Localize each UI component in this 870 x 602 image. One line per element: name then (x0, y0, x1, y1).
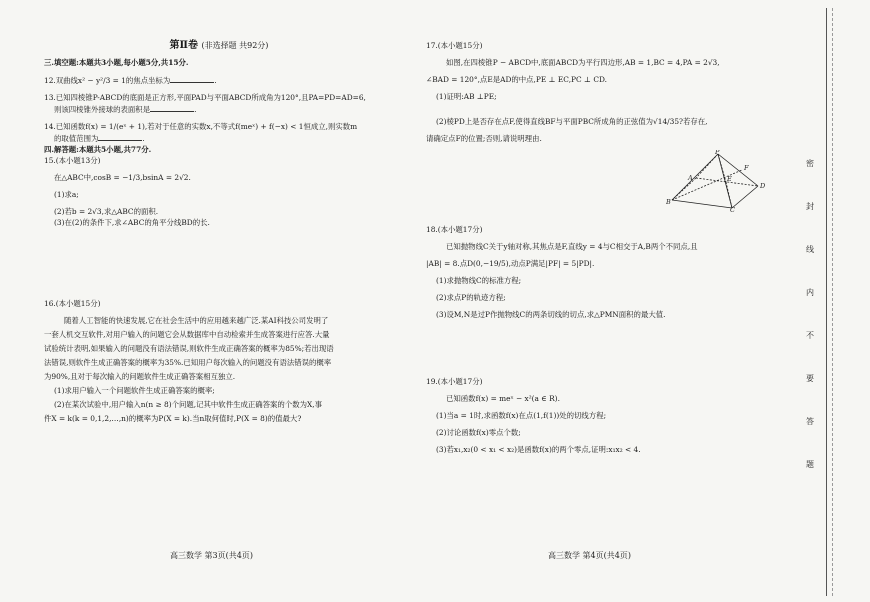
question-13-text: 则该四棱锥外接球的表面积是 (54, 105, 151, 114)
section-title-text: 第Ⅱ卷 (169, 40, 198, 51)
question-15-head: 15.(本小题13分) (44, 156, 101, 165)
answer-blank (170, 74, 214, 83)
question-19-stem: 已知函数f(x) = meˣ − x²(a ∈ R). (446, 394, 560, 403)
binding-notice (798, 158, 822, 502)
question-16-para1: 随着人工智能的快速发展,它在社会生活中的应用越来越广泛.某AI科技公司发明了 (64, 316, 329, 325)
section-fill-blank: 三.填空题:本题共3小题,每小题5分,共15分. (44, 58, 189, 67)
left-column (44, 40, 394, 424)
binding-char: 题 (806, 460, 814, 469)
question-16-para2: 一套人机交互软件,对用户输入的问题它会从数据库中自动检索并生成答案进行应答.大量 (44, 330, 330, 339)
question-15-part2: (2)若b = 2√3,求△ABC的面积. (54, 207, 159, 216)
fig-label-c: C (730, 206, 735, 212)
binding-char: 内 (806, 288, 814, 297)
binding-char: 答 (806, 417, 814, 426)
question-18-para1: 已知抛物线C关于y轴对称,其焦点是F,直线y = 4与C相交于A,B两个不同点,且 (446, 242, 698, 251)
question-18-part2: (2)求点P的轨迹方程; (436, 293, 506, 302)
pyramid-figure (666, 150, 774, 212)
question-16-para4: 法错误,则软件生成正确答案的概率为35%.已知用户每次输入的问题没有语法错误的概率 (44, 358, 332, 367)
fig-label-a: A (688, 174, 693, 182)
question-19-head: 19.(本小题17分) (426, 377, 483, 386)
page-footer-right: 高三数学 第4页(共4页) (548, 551, 631, 560)
question-17-para1: 如图,在四棱锥P − ABCD中,底面ABCD为平行四边形,AB = 1,BC = 4,PA = 2√3, (446, 58, 720, 67)
binding-char: 不 (806, 331, 814, 340)
answer-blank (98, 132, 142, 141)
question-13-line1: 13.已知四棱锥P-ABCD的底面是正方形,平面PAD与平面ABCD所成角为120°,且PA=PD=AD=6, (44, 93, 366, 102)
question-16-part2-line2: 件X = k(k = 0,1,2,…,n)的概率为P(X = k).当n取何值时,P(X = 8)的值最大? (44, 414, 302, 423)
question-13-line2: 则该四棱锥外接球的表面积是 . (54, 105, 197, 114)
section-answer: 四.解答题:本题共5小题,共77分. (44, 145, 152, 154)
section-title-note: (非选择题 共92分) (201, 41, 269, 50)
binding-char: 封 (806, 202, 814, 211)
question-18-part1: (1)求抛物线C的标准方程; (436, 276, 522, 285)
binding-char: 要 (806, 374, 814, 383)
question-19-part3: (3)若x₁,x₂(0 < x₁ < x₂)是函数f(x)的两个零点,证明:x₁x₂ < 4. (436, 445, 641, 454)
fig-label-p: P (715, 150, 720, 156)
fig-label-e: E (727, 175, 732, 183)
question-17-part1: (1)证明:AB ⊥PE; (436, 92, 497, 101)
fig-label-f: F (744, 164, 749, 172)
question-16-head: 16.(本小题15分) (44, 299, 101, 308)
question-18-para2: |AB| = 8.点D(0,−19/5),动点P满足|PF| = 5|PD|. (426, 259, 595, 268)
question-15-stem: 在△ABC中,cosB = −1/3,bsinA = 2√2. (54, 173, 191, 182)
question-15-part3: (3)在(2)的条件下,求∠ABC的角平分线BD的长. (54, 218, 210, 227)
answer-blank (150, 103, 194, 112)
question-19-part1: (1)当a = 1时,求函数f(x)在点(1,f(1))处的切线方程; (436, 411, 607, 420)
section-title (44, 40, 394, 51)
question-16-part2-line1: (2)在某次试验中,用户输入n(n ≥ 8)个问题,记其中软件生成正确答案的个数为X,事 (54, 400, 322, 409)
question-16-para5: 为90%,且对于每次输入的问题软件生成正确答案相互独立. (44, 372, 236, 381)
fig-label-d: D (760, 182, 766, 190)
question-12: 12.双曲线x² − y²/3 = 1的焦点坐标为 . (44, 76, 217, 85)
question-17-head: 17.(本小题15分) (426, 41, 483, 50)
right-column (426, 40, 776, 455)
question-15-part1: (1)求a; (54, 190, 79, 199)
question-17-part2-line2: 请确定点F的位置;否则,请说明理由. (426, 134, 542, 143)
question-14-text: 的取值范围为 (54, 134, 99, 143)
question-14-line1: 14.已知函数f(x) = 1/(eˣ + 1),若对于任意的实数x,不等式f(meˣ) + f(−x) < 1恒成立,则实数m (44, 122, 358, 131)
fig-label-b: B (666, 198, 671, 206)
question-19-part2: (2)讨论函数f(x)零点个数; (436, 428, 521, 437)
binding-dashed-line (832, 8, 833, 596)
question-18-part3: (3)设M,N是过P作抛物线C的两条切线的切点,求△PMN面积的最大值. (436, 310, 666, 319)
question-12-text: 12.双曲线x² − y²/3 = 1的焦点坐标为 (44, 76, 171, 85)
binding-char: 线 (806, 245, 814, 254)
question-18-head: 18.(本小题17分) (426, 225, 483, 234)
question-16-para3: 试验统计表明,如果输入的问题没有语法错误,则软件生成正确答案的概率为85%;若出现语 (44, 344, 334, 353)
binding-char: 密 (806, 159, 814, 168)
question-14-line2: 的取值范围为 . (54, 134, 145, 143)
question-17-part2-line1: (2)棱PD上是否存在点F,使得直线BF与平面PBC所成角的正弦值为√14/35?若存在, (436, 117, 708, 126)
question-17-para2: ∠BAD = 120°,点E是AD的中点,PE ⊥ EC,PC ⊥ CD. (426, 75, 607, 84)
page-footer-left: 高三数学 第3页(共4页) (170, 551, 253, 560)
binding-line (826, 8, 827, 596)
question-16-part1: (1)求用户输入一个问题软件生成正确答案的概率; (54, 386, 215, 395)
